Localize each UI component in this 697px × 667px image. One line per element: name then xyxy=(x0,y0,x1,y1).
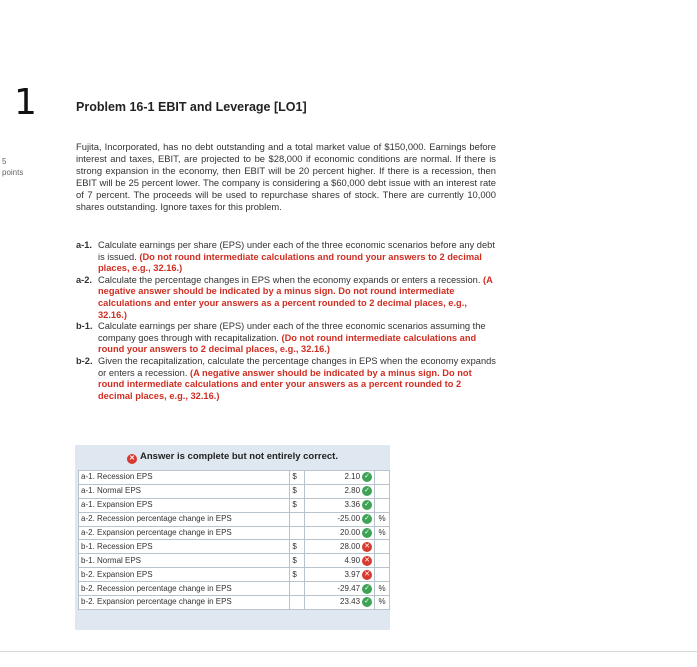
answer-row-currency xyxy=(290,582,305,596)
task-instruction: (Do not round intermediate calculations and round your answers to 2 decimal places, e.g., 32.16.) xyxy=(98,332,477,355)
answer-input[interactable] xyxy=(305,596,375,610)
task-text: Calculate earnings per share (EPS) under each of the three economic scenarios before any debt is issued. xyxy=(98,240,495,262)
task-instruction: (Do not round intermediate calculations and round your answers to 2 decimal places, e.g., 32.16.) xyxy=(98,251,482,274)
answer-input[interactable] xyxy=(305,498,375,512)
answer-value: 2.10 xyxy=(344,472,361,482)
points-value: 5 xyxy=(2,157,7,166)
answer-row-unit xyxy=(375,498,390,512)
answer-row xyxy=(79,568,390,582)
answer-value: 20.00 xyxy=(340,527,361,537)
answer-row-label: b-1. Recession EPS xyxy=(79,540,290,554)
check-circle-icon: ✓ xyxy=(362,528,372,538)
answer-row-currency: $ xyxy=(290,498,305,512)
answer-row-label: b-2. Expansion EPS xyxy=(79,568,290,582)
answer-row-label: b-1. Normal EPS xyxy=(79,554,290,568)
divider xyxy=(0,651,697,652)
answer-row xyxy=(79,498,390,512)
answer-value: 3.97 xyxy=(344,569,361,579)
x-circle-icon: ✕ xyxy=(362,542,372,552)
task-text: Calculate earnings per share (EPS) under each of the three economic scenarios assuming the company goes through with recapitalization. xyxy=(98,321,486,343)
points-label: points xyxy=(2,168,24,177)
answer-input[interactable] xyxy=(305,526,375,540)
answer-input[interactable] xyxy=(305,582,375,596)
x-circle-icon: ✕ xyxy=(362,556,372,566)
answer-value: 2.80 xyxy=(344,486,361,496)
task-b2 xyxy=(76,356,496,402)
answer-value: 23.43 xyxy=(340,597,361,607)
answer-row-unit xyxy=(375,540,390,554)
answer-status-banner xyxy=(75,451,390,464)
answer-row-unit xyxy=(375,554,390,568)
answer-row-label: b-2. Expansion percentage change in EPS xyxy=(79,596,290,610)
task-id: a-1. xyxy=(76,240,93,250)
answer-row-currency xyxy=(290,526,305,540)
task-a1 xyxy=(76,240,496,275)
answer-row-currency xyxy=(290,512,305,526)
problem-title: Problem 16-1 EBIT and Leverage [LO1] xyxy=(76,100,307,114)
answer-row xyxy=(79,526,390,540)
question-number: 1 xyxy=(14,82,37,123)
answer-input[interactable] xyxy=(305,471,375,485)
answer-table xyxy=(78,470,390,610)
answer-row xyxy=(79,540,390,554)
check-circle-icon: ✓ xyxy=(362,584,372,594)
check-circle-icon: ✓ xyxy=(362,486,372,496)
answer-row-unit: % xyxy=(375,596,390,610)
check-circle-icon: ✓ xyxy=(362,500,372,510)
task-id: b-2. xyxy=(76,355,93,366)
answer-row-unit: % xyxy=(375,526,390,540)
answer-value: -29.47 xyxy=(337,583,361,593)
answer-value: -25.00 xyxy=(337,514,361,524)
answer-row-label: a-2. Recession percentage change in EPS xyxy=(79,512,290,526)
problem-body: Fujita, Incorporated, has no debt outstanding and a total market value of $150,000. Earnings before interest and taxes, EBIT, are projected to be $28,000 if economic conditions are normal. If there is strong expansion in the economy, then EBIT will be 20 percent higher. If there is a recession, then EBIT will be 25 percent lower. The company is considering a $60,000 debt issue with an interest rate of 7 percent. The proceeds will be used to repurchase shares of stock. There are currently 10,000 shares outstanding. Ignore taxes for this problem. xyxy=(76,141,496,212)
points-indicator xyxy=(2,156,23,178)
task-instruction: (A negative answer should be indicated by a minus sign. Do not round intermediate calculations and enter your answers as a percent rounded to 2 decimal places, e.g., 32.16.) xyxy=(98,367,472,401)
answer-row-unit: % xyxy=(375,512,390,526)
answer-row-label: a-1. Normal EPS xyxy=(79,484,290,498)
answer-input[interactable] xyxy=(305,484,375,498)
task-list xyxy=(76,240,496,402)
answer-value: 3.36 xyxy=(344,500,361,510)
answer-row xyxy=(79,596,390,610)
answer-row xyxy=(79,554,390,568)
task-id: b-1. xyxy=(76,321,93,332)
task-text: Given the recapitalization, calculate the percentage changes in EPS when the economy expands or enters a recession. xyxy=(98,355,496,378)
answer-row-currency: $ xyxy=(290,540,305,554)
answer-row-currency xyxy=(290,596,305,610)
answer-status-text: Answer is complete but not entirely correct. xyxy=(140,451,338,462)
answer-row xyxy=(79,471,390,485)
answer-row-unit: % xyxy=(375,582,390,596)
answer-panel xyxy=(75,445,390,630)
answer-row-unit xyxy=(375,484,390,498)
answer-value: 28.00 xyxy=(340,541,361,551)
task-a2 xyxy=(76,275,496,321)
answer-row xyxy=(79,484,390,498)
task-id: a-2. xyxy=(76,274,93,285)
answer-row-currency: $ xyxy=(290,554,305,568)
answer-row-unit xyxy=(375,471,390,485)
x-circle-icon: ✕ xyxy=(127,454,137,464)
answer-row-unit xyxy=(375,568,390,582)
x-circle-icon: ✕ xyxy=(362,570,372,580)
answer-value: 4.90 xyxy=(344,555,361,565)
answer-input[interactable] xyxy=(305,554,375,568)
check-circle-icon: ✓ xyxy=(362,472,372,482)
answer-row xyxy=(79,512,390,526)
check-circle-icon: ✓ xyxy=(362,514,372,524)
answer-input[interactable] xyxy=(305,540,375,554)
answer-row-label: b-2. Recession percentage change in EPS xyxy=(79,582,290,596)
check-circle-icon: ✓ xyxy=(362,597,372,607)
task-instruction: (A negative answer should be indicated by a minus sign. Do not round intermediate calculations and enter your answers as a percent rounded to 2 decimal places, e.g., 32.16.) xyxy=(98,274,493,320)
answer-input[interactable] xyxy=(305,512,375,526)
answer-row-currency: $ xyxy=(290,484,305,498)
answer-input[interactable] xyxy=(305,568,375,582)
answer-row-currency: $ xyxy=(290,471,305,485)
task-text: Calculate the percentage changes in EPS when the economy expands or enters a recession. xyxy=(98,274,484,285)
answer-row-label: a-2. Expansion percentage change in EPS xyxy=(79,526,290,540)
answer-row-label: a-1. Recession EPS xyxy=(79,471,290,485)
answer-row xyxy=(79,582,390,596)
task-b1 xyxy=(76,321,496,356)
answer-row-label: a-1. Expansion EPS xyxy=(79,498,290,512)
answer-row-currency: $ xyxy=(290,568,305,582)
